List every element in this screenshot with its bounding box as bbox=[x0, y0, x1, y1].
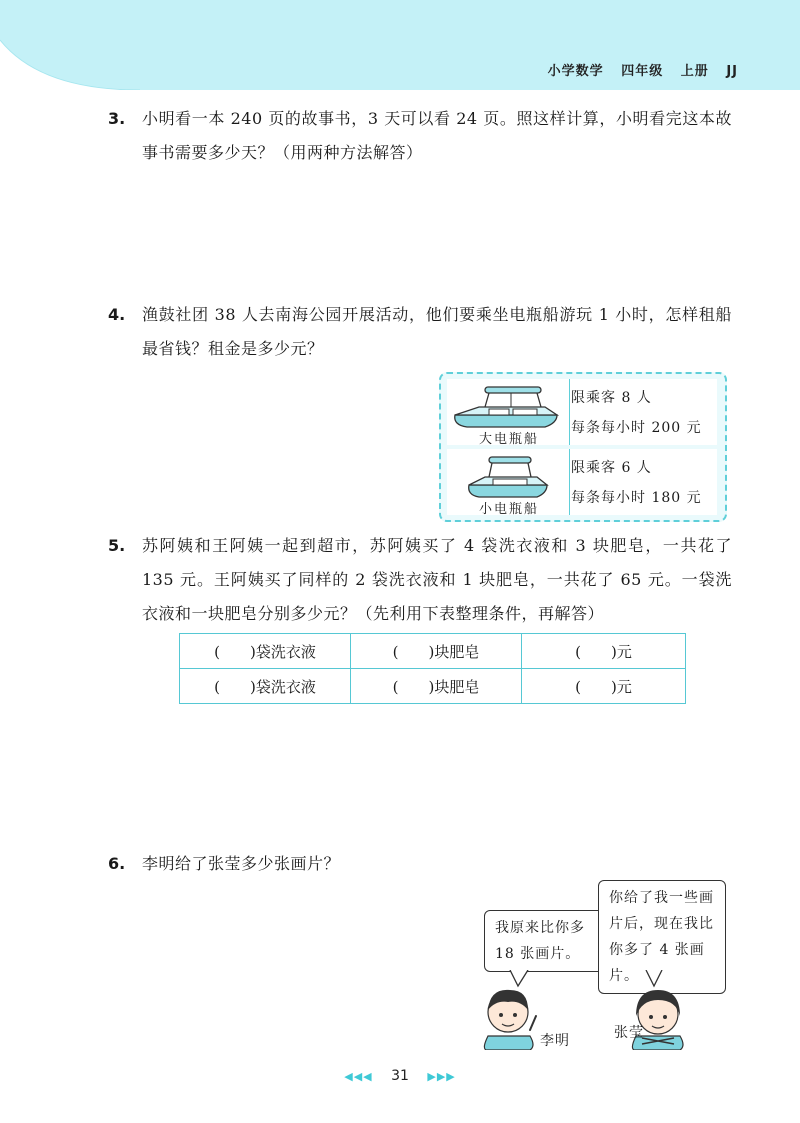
table-row bbox=[180, 634, 686, 669]
bubble-tail-icon bbox=[510, 970, 528, 986]
question-number: 4. bbox=[108, 305, 126, 324]
table-cell[interactable]: ( )元 bbox=[522, 669, 686, 704]
table-cell[interactable]: ( )元 bbox=[522, 634, 686, 669]
question-text: 李明给了张莹多少张画片？ bbox=[142, 854, 341, 873]
boy-icon bbox=[484, 990, 536, 1050]
book-info bbox=[536, 60, 738, 79]
boat-row-small bbox=[447, 449, 717, 515]
table-cell[interactable]: ( )袋洗衣液 bbox=[180, 634, 351, 669]
table-cell[interactable]: ( )袋洗衣液 bbox=[180, 669, 351, 704]
boat-icon bbox=[449, 449, 563, 505]
boat-price: 每条每小时 180 元 bbox=[571, 490, 702, 506]
boat-caption: 小电瓶船 bbox=[479, 502, 540, 517]
right-arrows-icon: ▶▶▶ bbox=[427, 1070, 456, 1083]
edition-label: JJ bbox=[726, 64, 738, 79]
left-arrows-icon: ◀◀◀ bbox=[344, 1070, 373, 1083]
boat-icon bbox=[449, 379, 563, 435]
question-5 bbox=[108, 529, 732, 631]
boat-caption: 大电瓶船 bbox=[479, 432, 540, 447]
volume-label: 上册 bbox=[680, 64, 709, 79]
page-footer bbox=[0, 1068, 800, 1084]
subject-label: 小学数学 bbox=[547, 64, 604, 79]
bubble-tail-icon bbox=[646, 970, 662, 986]
question-number: 3. bbox=[108, 109, 126, 128]
page-number: 31 bbox=[391, 1068, 409, 1084]
speech-bubble-liming: 我原来比你多 18 张画片。 bbox=[484, 910, 604, 972]
children-illustration bbox=[470, 970, 710, 1054]
question-number: 6. bbox=[108, 854, 126, 873]
name-zhangying: 张莹 bbox=[614, 1025, 644, 1041]
question-6 bbox=[108, 847, 732, 881]
condition-table bbox=[179, 633, 686, 704]
question-text: 苏阿姨和王阿姨一起到超市，苏阿姨买了 4 袋洗衣液和 3 块肥皂，一共花了 135 元。王阿姨买了同样的 2 袋洗衣液和 1 块肥皂，一共花了 65 元。一袋洗衣液和一块肥皂分别多少元？（先利用下表整理条件，再解答） bbox=[142, 536, 732, 623]
boat-details bbox=[571, 383, 702, 443]
boat-capacity: 限乘客 6 人 bbox=[571, 460, 652, 476]
large-boat-illustration bbox=[449, 379, 563, 445]
question-number: 5. bbox=[108, 536, 126, 555]
question-3 bbox=[108, 102, 732, 170]
name-liming: 李明 bbox=[540, 1033, 570, 1049]
speech-bubble-zhangying: 你给了我一些画片后，现在我比你多了 4 张画片。 bbox=[598, 880, 726, 994]
boat-details bbox=[571, 453, 702, 513]
table-row bbox=[180, 669, 686, 704]
table-cell[interactable]: ( )块肥皂 bbox=[351, 634, 522, 669]
boat-capacity: 限乘客 8 人 bbox=[571, 390, 652, 406]
divider bbox=[569, 379, 570, 445]
small-boat-illustration bbox=[449, 449, 563, 515]
boat-row-large bbox=[447, 379, 717, 445]
boat-info-box bbox=[439, 372, 727, 522]
boat-price: 每条每小时 200 元 bbox=[571, 420, 702, 436]
question-4 bbox=[108, 298, 732, 366]
divider bbox=[569, 449, 570, 515]
grade-label: 四年级 bbox=[621, 64, 664, 79]
question-text: 小明看一本 240 页的故事书，3 天可以看 24 页。照这样计算，小明看完这本故事书需要多少天？（用两种方法解答） bbox=[142, 109, 732, 162]
question-text: 渔鼓社团 38 人去南海公园开展活动，他们要乘坐电瓶船游玩 1 小时，怎样租船最省钱？租金是多少元？ bbox=[142, 305, 732, 358]
table-cell[interactable]: ( )块肥皂 bbox=[351, 669, 522, 704]
